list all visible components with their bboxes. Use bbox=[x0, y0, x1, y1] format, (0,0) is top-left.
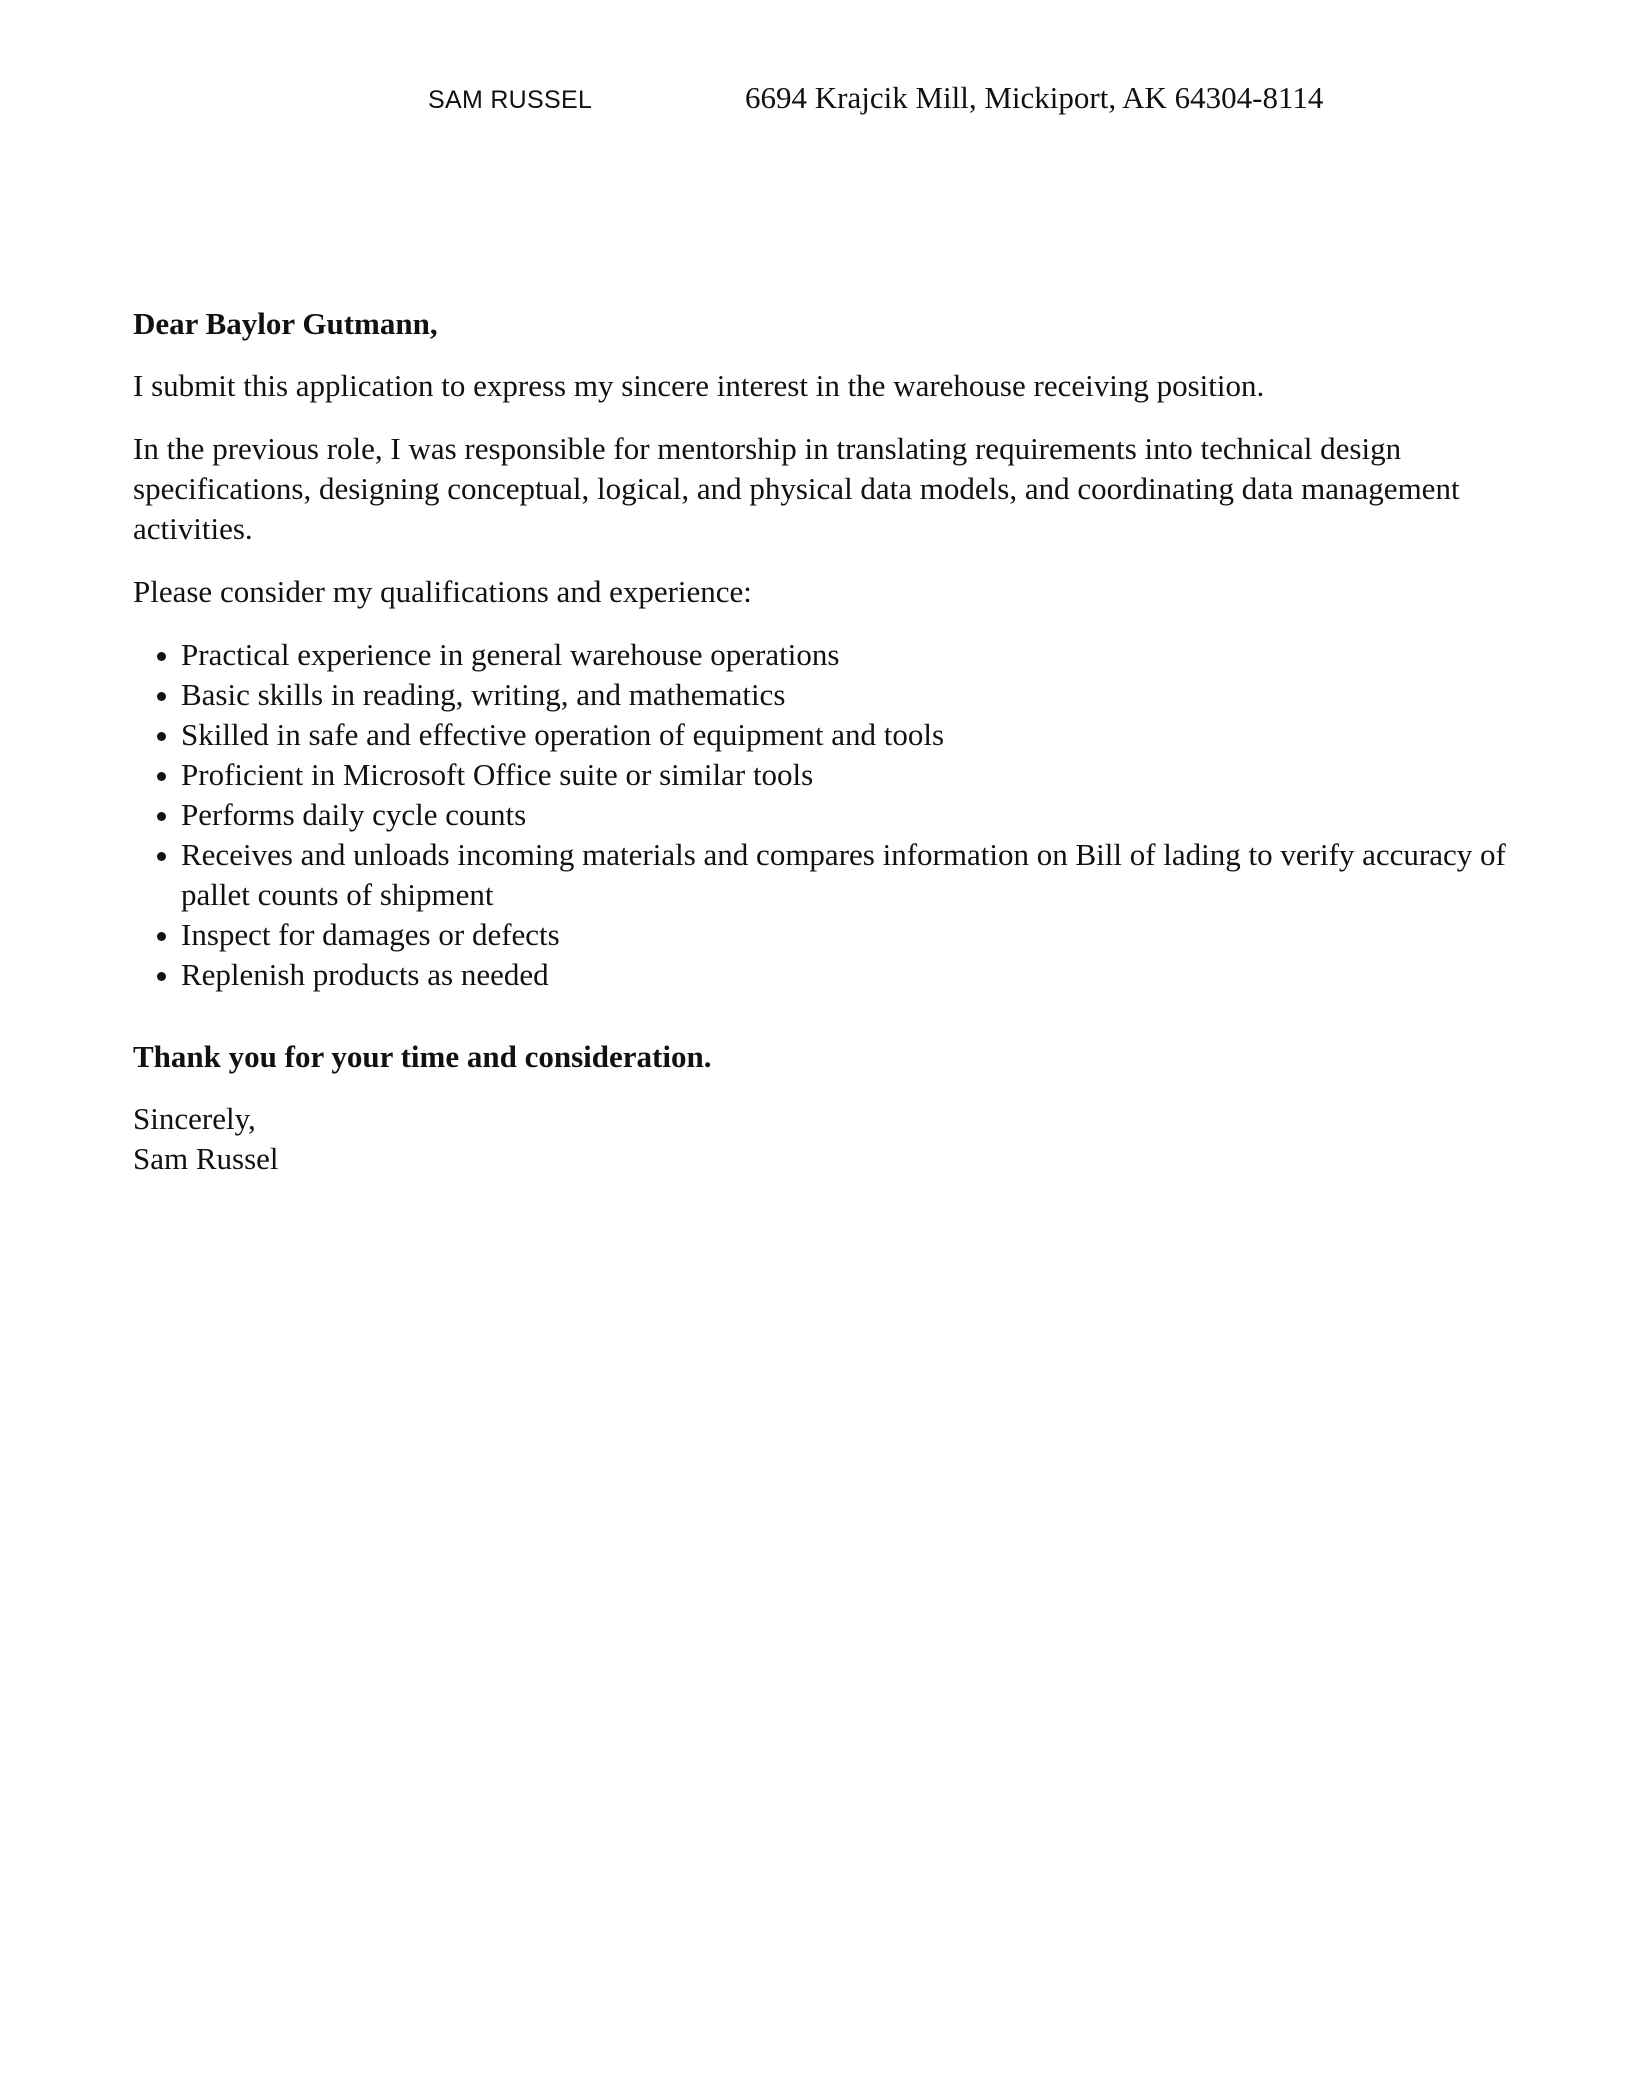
list-item: Replenish products as needed bbox=[181, 955, 1523, 995]
sender-name: SAM RUSSEL bbox=[428, 86, 593, 114]
previous-role-paragraph: In the previous role, I was responsible for mentorship in translating requirements into technical design specifications, designing conceptual, logical, and physical data models, and coordinating data management activities. bbox=[133, 431, 1460, 546]
qualifications-lead: Please consider my qualifications and experience: bbox=[133, 574, 752, 609]
closing-line: Thank you for your time and consideration. bbox=[133, 1039, 712, 1074]
intro-paragraph: I submit this application to express my sincere interest in the warehouse receiving position. bbox=[133, 368, 1265, 403]
letter-header bbox=[0, 80, 1632, 120]
list-item: Proficient in Microsoft Office suite or similar tools bbox=[181, 755, 1523, 795]
list-item: Receives and unloads incoming materials and compares information on Bill of lading to verify accuracy of pallet counts of shipment bbox=[181, 835, 1523, 915]
qualifications-list bbox=[133, 635, 1523, 995]
list-item: Basic skills in reading, writing, and mathematics bbox=[181, 675, 1523, 715]
list-item: Inspect for damages or defects bbox=[181, 915, 1523, 955]
list-item: Skilled in safe and effective operation of equipment and tools bbox=[181, 715, 1523, 755]
signature-name: Sam Russel bbox=[133, 1141, 279, 1176]
sender-address: 6694 Krajcik Mill, Mickiport, AK 64304-8114 bbox=[745, 80, 1324, 115]
signoff: Sincerely, bbox=[133, 1101, 256, 1136]
list-item: Performs daily cycle counts bbox=[181, 795, 1523, 835]
letter-body bbox=[133, 304, 1523, 1202]
list-item: Practical experience in general warehouse operations bbox=[181, 635, 1523, 675]
salutation: Dear Baylor Gutmann, bbox=[133, 306, 438, 341]
signoff-block bbox=[133, 1099, 1523, 1179]
